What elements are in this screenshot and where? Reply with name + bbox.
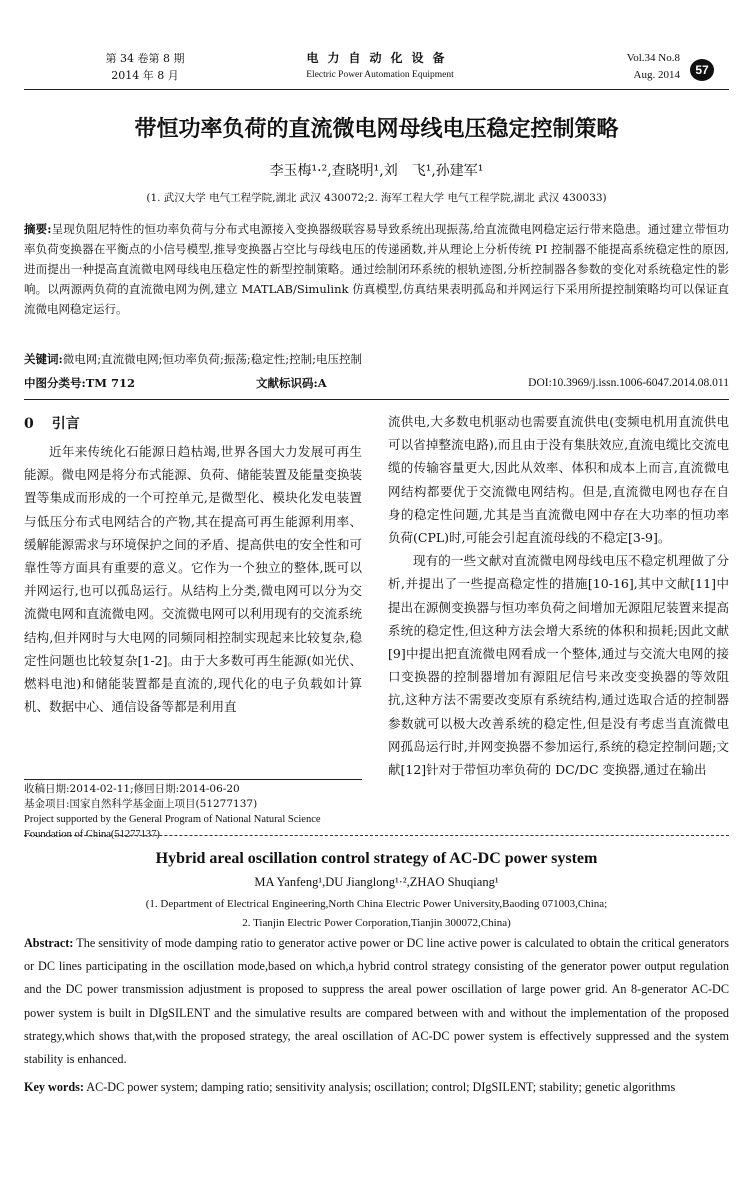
abstract-rule — [24, 399, 729, 400]
keywords-cn-text: 微电网;直流微电网;恒功率负荷;振荡;稳定性;控制;电压控制 — [62, 352, 362, 366]
volume-en: Vol.34 No.8 — [626, 52, 680, 64]
english-keywords-label: Key words: — [24, 1080, 84, 1094]
document-code: 文献标识码:A — [256, 376, 327, 390]
keywords-cn-label: 关键词: — [24, 352, 63, 366]
abstract-cn-text: 呈现负阻尼特性的恒功率负荷与分布式电源接入变换器级联容易导致系统出现振荡,给直流微电网稳定运行带来隐患。通过建立带恒功率负荷变换器在平衡点的小信号模型,推导变换器占空比与母线电压的传递函数,并从理论上分析传统 PI 控制器不能提高系统稳定性的原因,进而提出一种提高直流微电网母线电压稳定性的新型控制策略。通过绘制闭环系统的根轨迹图,分析控制器各参数的变化对系统稳定性的影响。以两源两负荷的直流微电网为例,建立 MATLAB/Simulink 仿真模型,仿真结果表明孤岛和并网运行下采用所提控制策略均可以保证直流微电网稳定运行。 — [24, 222, 729, 316]
intro-paragraph-2: 现有的一些文献对直流微电网母线电压不稳定机理做了分析,并提出了一些提高稳定性的措施[10-16],其中文献[11]中提出在源侧变换器与恒功率负荷之间增加无源阻尼装置来提高系统的稳定性,但这种方法会增大系统的体积和损耗;因此文献[9]中提出把直流微电网看成一个整体,通过与交流大电网的接口变换器的控制器增加有源阻尼信号来改变变换器的等效阻抗,这种方法不需要改变原有系统结构,通过选取合适的控制器参数就可以极大改善系统的稳定性,但是没有考虑当直流微电网孤岛运行时,并网变换器不参加运行,系统的稳定控制问题;文献[12]针对于带恒功率负荷的 DC/DC 变换器,通过在输出 — [388, 553, 729, 778]
right-column — [388, 410, 729, 781]
journal-name-cn: 电力自动化设备 — [306, 51, 454, 65]
keywords-cn — [24, 349, 729, 369]
footnote — [24, 782, 362, 842]
english-title: Hybrid areal oscillation control strategy of AC-DC power system — [155, 850, 598, 867]
header-rule — [24, 89, 729, 90]
issue-info-en — [590, 50, 680, 84]
english-authors: MA Yanfeng¹,DU Jianglong¹·²,ZHAO Shuqiang¹ — [254, 875, 499, 889]
english-abstract — [24, 932, 729, 1071]
authors-cn: 李玉梅¹·²,查晓明¹,刘 飞¹,孙建军¹ — [269, 163, 484, 179]
section-number: 0 — [24, 416, 34, 432]
section-heading — [24, 414, 98, 434]
intro-paragraph-1: 近年来传统化石能源日趋枯竭,世界各国大力发展可再生能源。微电网是将分布式能源、负荷、储能装置及能量变换装置等集成而形成的一个可控单元,是微型化、模块化发电装置与低压分布式电网结合的产物,其在提高可再生能源利用率、缓解能源需求与环境保护之间的矛盾、提高供电的安全性和可靠性等方面具有重要的意义。它作为一个独立的整体,既可以并网运行,也可以孤岛运行。从结构上分类,微电网可以分为交流微电网和直流微电网。交流微电网可以利用现有的交流系统结构,但并网时与大电网的同频同相控制实现起来比较复杂,稳定性问题也比较复杂[1-2]。由于大多数可再生能源(如光伏、燃料电池)和储能装置都是直流的,现代化的电子负载如计算机、数据中心、通信设备等都是利用直 — [24, 444, 362, 715]
english-keywords — [24, 1076, 729, 1099]
clc-number: 中图分类号:TM 712 — [24, 376, 136, 390]
doi: DOI:10.3969/j.issn.1006-6047.2014.08.011 — [528, 377, 729, 389]
issue-info-cn — [75, 50, 215, 84]
footnote-fund-en: Project supported by the General Program of National Natural Science Foundation of China(51277137) — [24, 814, 321, 840]
abstract-cn-label: 摘要: — [24, 222, 52, 236]
section-title: 引言 — [51, 416, 80, 432]
journal-name-en: Electric Power Automation Equipment — [306, 70, 454, 80]
intro-paragraph-cont: 流供电,大多数电机驱动也需要直流供电(变频电机用直流供电可以省掉整流电路),而且由于没有集肤效应,直流电缆比交流电缆的传输容量更大,因此从效率、体积和成本上而言,直流微电网结构都要优于交流微电网结构。但是,直流微电网也存在自身的稳定性问题,尤其是当直流微电网中存在大功率的恒功率负荷(CPL)时,可能会引起直流母线的不稳定[3-9]。 — [388, 414, 729, 546]
date-cn: 2014 年 8 月 — [111, 69, 179, 82]
footnote-dates: 收稿日期:2014-02-11;修回日期:2014-06-20 — [24, 783, 240, 795]
footnote-rule — [24, 779, 362, 780]
abstract-cn — [24, 219, 729, 319]
affiliation-cn: (1. 武汉大学 电气工程学院,湖北 武汉 430072;2. 海军工程大学 电气工程学院,湖北 武汉 430033) — [146, 192, 607, 204]
paper-title-cn: 带恒功率负荷的直流微电网母线电压稳定控制策略 — [134, 116, 619, 142]
english-affiliation-2: 2. Tianjin Electric Power Corporation,Tianjin 300072,China) — [242, 917, 511, 929]
volume-cn: 第 34 卷第 8 期 — [105, 52, 185, 65]
english-abstract-text: The sensitivity of mode damping ratio to generator active power or DC line active power is calculated to obtain the critical generators or DC lines participating in the oscillation mode,based on which,a hybrid control strategy consisting of the generator power output regulation and the DC power transmission adjustment is proposed to suppress the areal power oscillation of large power grid. An 8-generator AC-DC power system is built in DIgSILENT and the simulative results are compared between with and without the implementation of the proposed strategy,which shows that,with the proposed strategy, the areal oscillation of AC-DC power system is effectively suppressed and the system stability is enhanced. — [24, 936, 729, 1067]
page-number-badge: 57 — [690, 59, 714, 81]
english-section-separator — [24, 835, 729, 836]
left-column — [24, 440, 362, 718]
english-keywords-text: AC-DC power system; damping ratio; sensitivity analysis; oscillation; control; DIgSILENT; stability; genetic algorithms — [86, 1080, 676, 1094]
english-affiliation-1: (1. Department of Electrical Engineering,North China Electric Power University,Baoding 071003,China; — [145, 898, 608, 910]
date-en: Aug. 2014 — [633, 69, 680, 81]
english-abstract-label: Abstract: — [24, 936, 74, 950]
footnote-fund-cn: 基金项目:国家自然科学基金面上项目(51277137) — [24, 798, 258, 810]
journal-name — [250, 50, 510, 83]
